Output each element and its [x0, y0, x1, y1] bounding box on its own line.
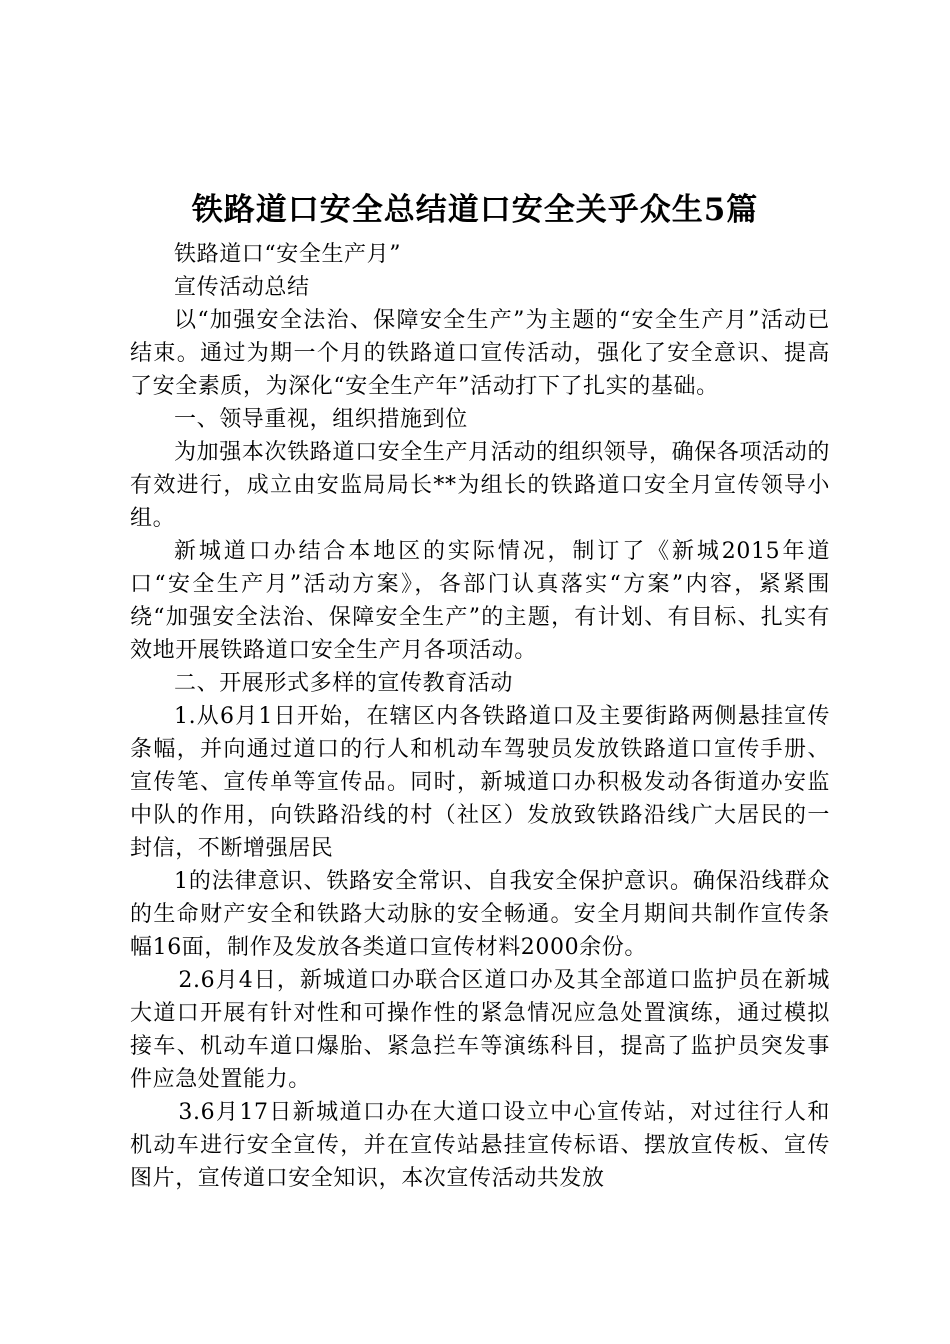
- section-heading: 二、开展形式多样的宣传教育活动: [174, 671, 514, 696]
- body-paragraph: 1.从6月1日开始，在辖区内各铁路道口及主要街路两侧悬挂宣传条幅，并向通过道口的行人和机动车驾驶员发放铁路道口宣传手册、宣传笔、宣传单等宣传品。同时，新城道口办积极发动各街道办安监中队的作用，向铁路沿线的村（社区）发放致铁路沿线广大居民的一封信，不断增强居民: [130, 704, 830, 861]
- body-paragraph: 宣传活动总结: [174, 275, 310, 300]
- body-paragraph: 以“加强安全法治、保障安全生产”为主题的“安全生产月”活动已结束。通过为期一个月的铁路道口宣传活动，强化了安全意识、提高了安全素质，为深化“安全生产年”活动打下了扎实的基础。: [130, 308, 830, 399]
- body-paragraph: 铁路道口“安全生产月”: [174, 242, 402, 267]
- document-body: [130, 238, 830, 1195]
- body-paragraph: 2.6月4日，新城道口办联合区道口办及其全部道口监护员在新城大道口开展有针对性和可操作性的紧急情况应急处置演练，通过模拟接车、机动车道口爆胎、紧急拦车等演练科目，提高了监护员突发事件应急处置能力。: [130, 968, 830, 1092]
- section-heading: 一、领导重视，组织措施到位: [174, 407, 468, 432]
- document-title: 铁路道口安全总结道口安全关乎众生5篇: [191, 192, 759, 228]
- body-paragraph: 为加强本次铁路道口安全生产月活动的组织领导，确保各项活动的有效进行，成立由安监局局长**为组长的铁路道口安全月宣传领导小组。: [130, 440, 830, 531]
- body-paragraph: 1的法律意识、铁路安全常识、自我安全保护意识。确保沿线群众的生命财产安全和铁路大动脉的安全畅通。安全月期间共制作宣传条幅16面，制作及发放各类道口宣传材料2000余份。: [130, 869, 830, 960]
- body-paragraph: 3.6月17日新城道口办在大道口设立中心宣传站，对过往行人和机动车进行安全宣传，并在宣传站悬挂宣传标语、摆放宣传板、宣传图片，宣传道口安全知识，本次宣传活动共发放: [130, 1100, 830, 1191]
- body-paragraph: 新城道口办结合本地区的实际情况，制订了《新城2015年道口“安全生产月”活动方案》，各部门认真落实“方案”内容，紧紧围绕“加强安全法治、保障安全生产”的主题，有计划、有目标、扎实有效地开展铁路道口安全生产月各项活动。: [130, 539, 830, 663]
